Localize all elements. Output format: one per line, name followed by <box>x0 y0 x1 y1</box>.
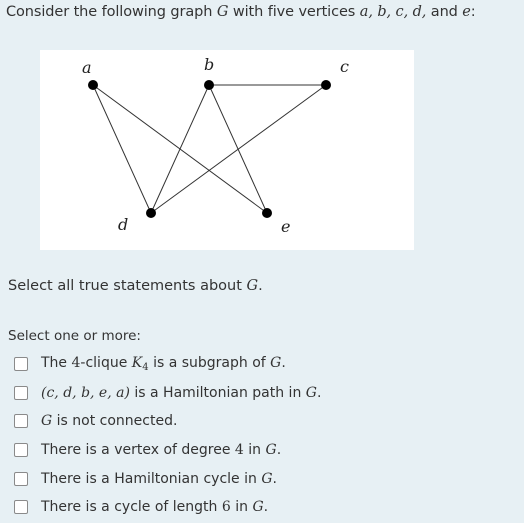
option-text: The <box>41 355 72 372</box>
option-math: G <box>252 499 264 516</box>
intro-graph-var: G <box>216 4 229 20</box>
answer-option[interactable] <box>14 464 321 493</box>
option-math: G <box>41 413 53 430</box>
option-text: -clique <box>80 355 132 372</box>
option-checkbox[interactable] <box>14 357 28 371</box>
answer-option[interactable] <box>14 493 321 522</box>
option-math: K <box>131 355 143 372</box>
option-math: G <box>270 355 282 372</box>
question-prompt <box>8 278 263 294</box>
option-math: 4 <box>234 442 244 459</box>
vertex-label-a: a <box>82 58 92 77</box>
vertex-label-e: e <box>281 217 291 236</box>
option-label[interactable] <box>41 413 177 429</box>
intro-last-vertex: e <box>462 4 471 20</box>
option-text: is a Hamiltonian path in <box>129 384 306 401</box>
option-checkbox[interactable] <box>14 472 28 486</box>
answer-option[interactable] <box>14 379 321 408</box>
option-label[interactable] <box>41 442 281 458</box>
option-math: G <box>265 442 277 459</box>
option-text: . <box>276 442 282 459</box>
vertex-c <box>321 80 331 90</box>
intro-text: Consider the following graph <box>6 4 217 20</box>
vertex-label-b: b <box>204 55 215 74</box>
vertex-a <box>88 80 98 90</box>
option-math: G <box>261 470 273 487</box>
question-intro <box>6 4 476 20</box>
option-text: . <box>272 470 277 487</box>
option-label[interactable] <box>41 355 286 373</box>
option-text: There is a Hamiltonian cycle in <box>41 470 262 487</box>
option-text: in <box>230 499 253 516</box>
option-text: There is a cycle of length <box>41 499 222 516</box>
option-text: There is a vertex of degree <box>41 442 235 459</box>
option-label[interactable] <box>41 499 268 515</box>
option-label[interactable] <box>41 471 277 487</box>
option-math: 6 <box>221 499 231 516</box>
option-math: G <box>305 384 317 401</box>
intro-colon: : <box>470 4 476 20</box>
option-text: is not connected. <box>52 413 178 430</box>
option-label[interactable] <box>41 385 321 401</box>
option-checkbox[interactable] <box>14 500 28 514</box>
prompt-graph-var: G <box>246 278 259 294</box>
vertex-b <box>204 80 214 90</box>
intro-and: and <box>426 4 463 20</box>
option-checkbox[interactable] <box>14 386 28 400</box>
prompt-text: Select all true statements about <box>8 278 247 294</box>
vertex-d <box>146 208 156 218</box>
select-instruction: Select one or more: <box>8 328 141 344</box>
intro-vertex-list: a, b, c, d, <box>359 4 427 20</box>
graph-figure <box>40 50 414 250</box>
answer-options <box>14 350 321 522</box>
option-text: . <box>316 384 322 401</box>
intro-text-mid: with five vertices <box>228 4 360 20</box>
option-text: is a subgraph of <box>148 355 271 372</box>
vertex-label-d: d <box>118 215 129 234</box>
graph-svg <box>40 50 414 250</box>
edge-a-d <box>93 85 151 213</box>
vertex-e <box>262 208 272 218</box>
option-checkbox[interactable] <box>14 414 28 428</box>
answer-option[interactable] <box>14 407 321 436</box>
prompt-period: . <box>258 278 263 294</box>
option-text: . <box>263 499 269 516</box>
option-math-subscript: 4 <box>142 362 149 374</box>
option-text: . <box>281 355 286 372</box>
edge-b-d <box>151 85 209 213</box>
option-checkbox[interactable] <box>14 443 28 457</box>
edge-c-d <box>151 85 326 213</box>
answer-option[interactable] <box>14 436 321 465</box>
vertex-label-c: c <box>340 57 349 76</box>
answer-option[interactable] <box>14 350 321 379</box>
option-math: 4 <box>71 355 81 372</box>
option-text: in <box>243 442 266 459</box>
option-math: (c, d, b, e, a) <box>41 384 130 401</box>
